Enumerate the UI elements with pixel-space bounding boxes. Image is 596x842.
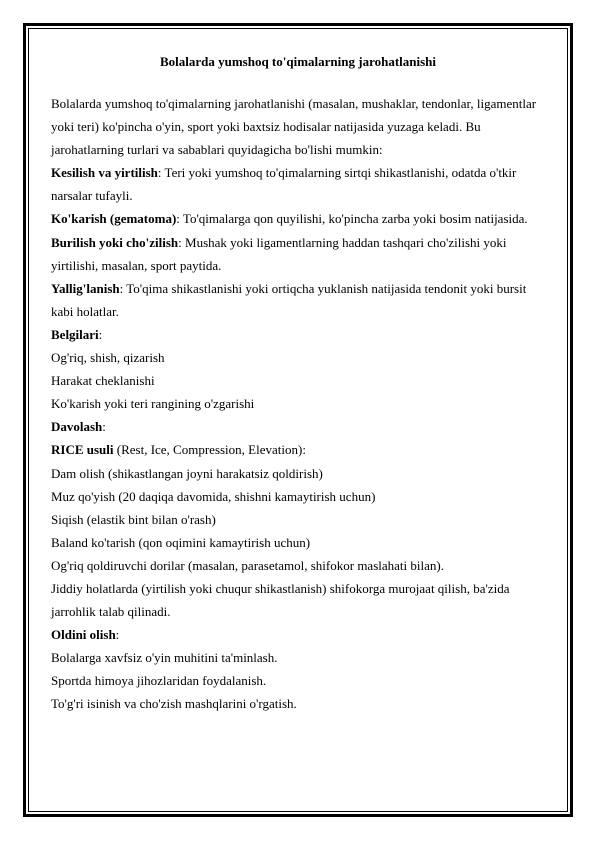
painkillers-line: Og'riq qoldiruvchi dorilar (masalan, parasetamol, shifokor maslahati bilan). xyxy=(51,557,444,573)
rice-step: Muz qo'yish (20 daqiqa davomida, shishni kamaytirish uchun) xyxy=(51,488,376,504)
injury-type-desc: : To'qima shikastlanishi yoki ortiqcha yuklanish natijasida tendonit yoki bursit kabi holatlar. xyxy=(51,280,527,319)
rice-step: Baland ko'tarish (qon oqimini kamaytirish uchun) xyxy=(51,534,311,550)
rice-step: Siqish (elastik bint bilan o'rash) xyxy=(51,511,216,527)
rice-step: Dam olish (shikastlangan joyni harakatsiz qoldirish) xyxy=(51,465,323,481)
injury-type-inflammation xyxy=(51,277,551,323)
prevention-item: Sportda himoya jihozlaridan foydalanish. xyxy=(51,673,267,689)
injury-type-desc: : To'qimalarga qon quyilishi, ko'pincha zarba yoki bosim natijasida. xyxy=(176,211,528,227)
document-body xyxy=(51,92,551,716)
injury-type-desc: : Teri yoki yumshoq to'qimalarning sirtqi shikastlanishi, odatda o'tkir narsalar tufayli. xyxy=(51,165,517,204)
sign-item: Harakat cheklanishi xyxy=(51,373,155,389)
intro-paragraph: Bolalarda yumshoq to'qimalarning jarohatlanishi (masalan, mushaklar, tendonlar, ligamentlar yoki teri) ko'pincha o'yin, sport yoki baxtsiz hodisalar natijasida yuzaga keladi. Bu jarohatlarning turlari va sabablari quyidagicha bo'lishi mumkin: xyxy=(51,96,537,158)
prevention-heading: Oldini olish: xyxy=(51,627,120,643)
document-title: Bolalarda yumshoq to'qimalarning jarohatlanishi xyxy=(159,54,437,69)
injury-type-term: Burilish yoki cho'zilish xyxy=(51,234,179,250)
prevention-item: Bolalarga xavfsiz o'yin muhitini ta'minlash. xyxy=(51,650,278,666)
severe-cases-line: Jiddiy holatlarda (yirtilish yoki chuqur shikastlanish) shifokorga murojaat qilish, ba'zida jarrohlik talab qilinadi. xyxy=(51,580,510,620)
sign-item: Og'riq, shish, qizarish xyxy=(51,350,165,366)
sign-item: Ko'karish yoki teri rangining o'zgarishi xyxy=(51,396,255,412)
signs-heading: Belgilari: xyxy=(51,326,103,342)
treatment-heading: Davolash: xyxy=(51,419,106,435)
injury-type-desc: : Mushak yoki ligamentlarning haddan tashqari cho'zilishi yoki yirtilishi, masalan, sport paytida. xyxy=(51,234,507,273)
injury-type-sprain xyxy=(51,231,551,277)
injury-type-cuts xyxy=(51,161,551,207)
injury-type-term: Yallig'lanish xyxy=(51,280,120,296)
injury-type-term: Ko'karish (gematoma) xyxy=(51,211,177,227)
injury-type-term: Kesilish va yirtilish xyxy=(51,165,158,181)
rice-method-line xyxy=(51,438,551,461)
rice-term: RICE usuli xyxy=(51,442,114,458)
prevention-item: To'g'ri isinish va cho'zish mashqlarini o'rgatish. xyxy=(51,696,297,712)
injury-type-bruise xyxy=(51,207,551,230)
rice-desc: (Rest, Ice, Compression, Elevation): xyxy=(113,442,306,458)
